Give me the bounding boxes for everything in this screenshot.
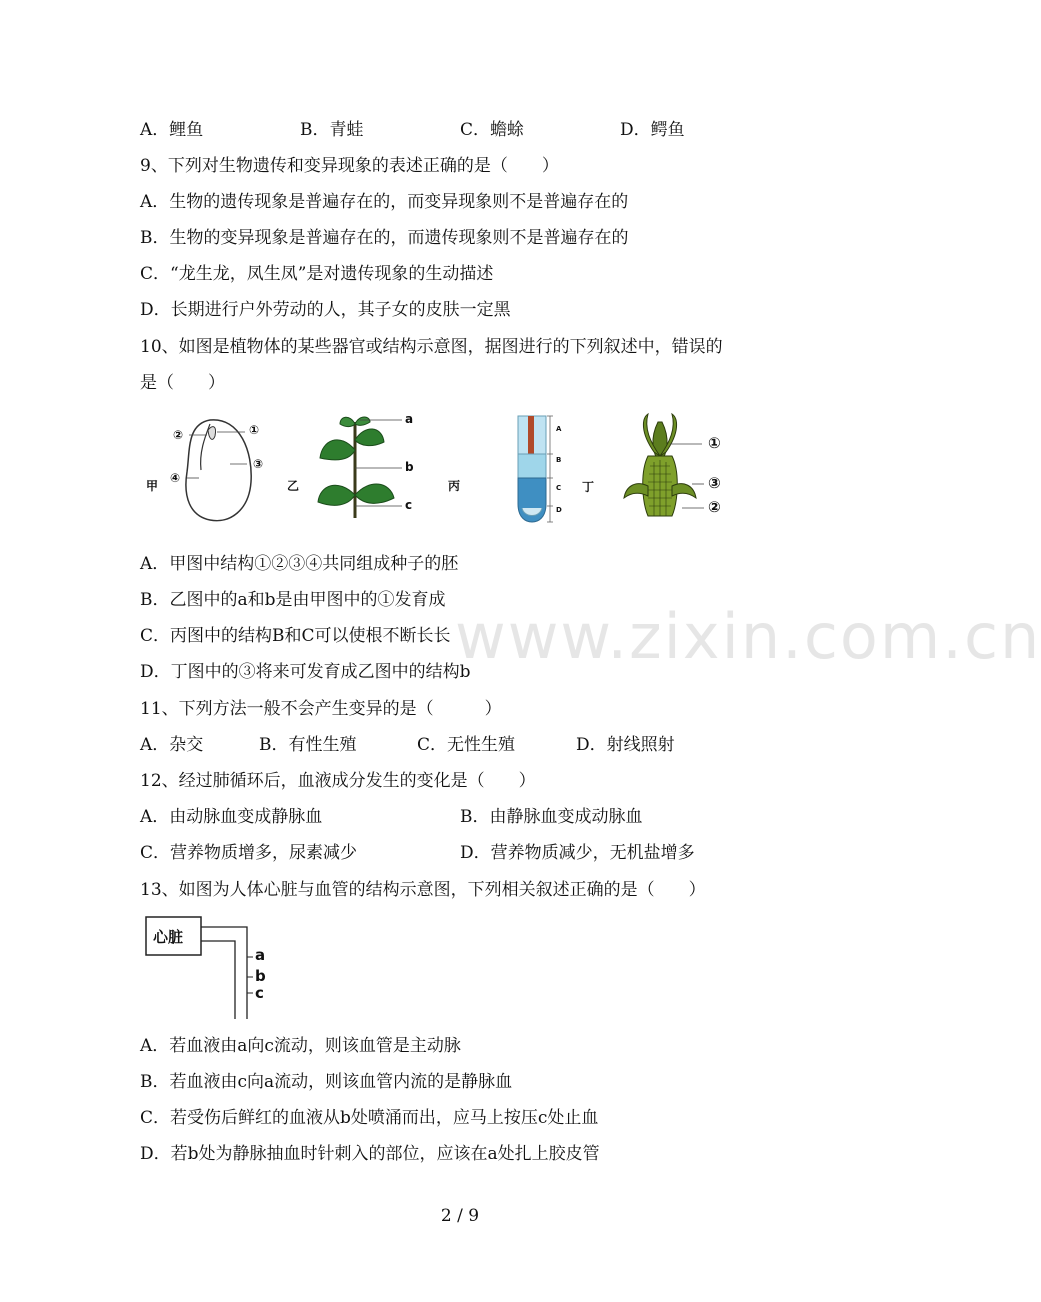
q13-option-b: B．若血液由c向a流动，则该血管内流的是静脉血	[140, 1072, 513, 1092]
q12-option-a: A．由动脉血变成静脉血	[140, 807, 323, 827]
q10-stem-line2: 是（ ）	[140, 373, 225, 393]
plant-label-b: b	[405, 460, 414, 474]
vessel-label-b: b	[255, 967, 266, 985]
seedling-diagram	[310, 410, 420, 522]
q11-option-d: D．射线照射	[576, 735, 675, 755]
q11-option-c: C．无性生殖	[417, 735, 516, 755]
seed-label-2: ②	[173, 428, 184, 442]
q10-option-c: C．丙图中的结构B和C可以使根不断长长	[140, 626, 451, 646]
q11-option-b: B．有性生殖	[259, 735, 357, 755]
root-label-d: D	[556, 506, 562, 514]
fig-label-bing: 丙	[448, 479, 461, 493]
q11-option-a: A．杂交	[140, 735, 204, 755]
fig-label-yi: 乙	[287, 479, 300, 493]
root-label-c: C	[556, 484, 562, 492]
plant-label-a: a	[405, 412, 414, 426]
q8-option-b: B．青蛙	[300, 120, 364, 140]
q9-option-a: A．生物的遗传现象是普遍存在的，而变异现象则不是普遍存在的	[140, 192, 629, 212]
q8-option-c: C．蟾蜍	[460, 120, 525, 140]
bud-diagram	[620, 412, 710, 522]
page-number: 2 / 9	[440, 1206, 480, 1226]
q8-option-a: A．鲤鱼	[140, 120, 204, 140]
q13-option-a: A．若血液由a向c流动，则该血管是主动脉	[140, 1036, 461, 1056]
q9-stem: 9、下列对生物遗传和变异现象的表述正确的是（ ）	[140, 156, 559, 176]
q10-option-d: D．丁图中的③将来可发育成乙图中的结构b	[140, 662, 471, 682]
root-label-a: A	[556, 425, 562, 433]
q13-stem: 13、如图为人体心脏与血管的结构示意图，下列相关叙述正确的是（ ）	[140, 880, 706, 900]
q12-stem: 12、经过肺循环后，血液成分发生的变化是（ ）	[140, 771, 536, 791]
bud-label-2: ②	[708, 498, 721, 516]
q13-option-d: D．若b处为静脉抽血时针刺入的部位，应该在a处扎上胶皮管	[140, 1144, 600, 1164]
q12-option-d: D．营养物质减少，无机盐增多	[460, 843, 695, 863]
root-label-b: B	[556, 456, 562, 464]
fig-label-ding: 丁	[582, 480, 595, 494]
q9-option-c: C．“龙生龙，凤生凤”是对遗传现象的生动描述	[140, 264, 494, 284]
root-tip-diagram	[500, 414, 575, 526]
watermark: www.zixin.com.cn	[455, 600, 1041, 673]
plant-label-c: c	[405, 498, 413, 512]
q12-option-b: B．由静脉血变成动脉血	[460, 807, 643, 827]
q10-option-a: A．甲图中结构①②③④共同组成种子的胚	[140, 554, 459, 574]
bud-label-1: ①	[708, 434, 721, 452]
q10-option-b: B．乙图中的a和b是由甲图中的①发育成	[140, 590, 446, 610]
vessel-label-c: c	[255, 984, 264, 1002]
seed-label-4: ④	[170, 471, 181, 485]
seed-label-1: ①	[249, 423, 260, 437]
fig-label-jia: 甲	[146, 479, 159, 493]
q9-option-b: B．生物的变异现象是普遍存在的，而遗传现象则不是普遍存在的	[140, 228, 629, 248]
q11-stem: 11、下列方法一般不会产生变异的是（ ）	[140, 699, 502, 719]
heart-label: 心脏	[153, 928, 184, 946]
bud-label-3: ③	[708, 474, 721, 492]
q12-option-c: C．营养物质增多，尿素减少	[140, 843, 358, 863]
q10-stem-line1: 10、如图是植物体的某些器官或结构示意图，据图进行的下列叙述中，错误的	[140, 337, 723, 357]
vessel-label-a: a	[255, 946, 266, 964]
q13-option-c: C．若受伤后鲜红的血液从b处喷涌而出，应马上按压c处止血	[140, 1108, 599, 1128]
q9-option-d: D．长期进行户外劳动的人，其子女的皮肤一定黑	[140, 300, 511, 320]
seed-label-3: ③	[253, 457, 264, 471]
q8-option-d: D．鳄鱼	[620, 120, 685, 140]
